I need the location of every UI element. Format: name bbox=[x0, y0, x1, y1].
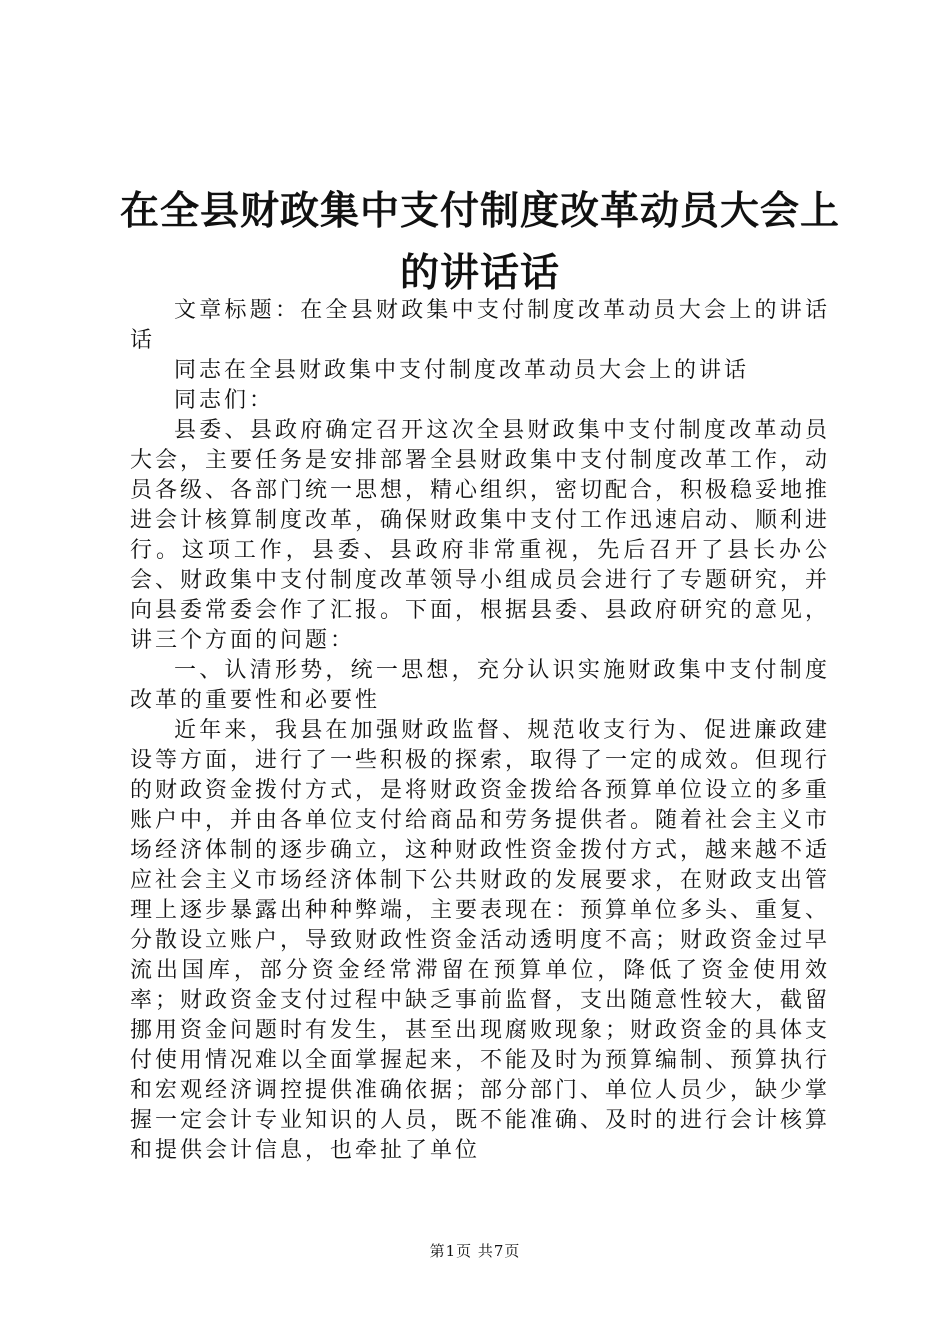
document-body bbox=[130, 296, 830, 1166]
paragraph-salutation: 同志们： bbox=[174, 388, 275, 413]
paragraph-introduction: 县委、县政府确定召开这次全县财政集中支付制度改革动员大会，主要任务是安排部署全县财政集中支付制度改革工作，动员各级、各部门统一思想，精心组织，密切配合，积极稳妥地推进会计核算制度改革，确保财政集中支付工作迅速启动、顺利进行。这项工作，县委、县政府非常重视，先后召开了县长办公会、财政集中支付制度改革领导小组成员会进行了专题研究，并向县委常委会作了汇报。下面，根据县委、县政府研究的意见，讲三个方面的问题： bbox=[130, 418, 831, 653]
page-number-footer: 第1页 共7页 bbox=[429, 1242, 521, 1260]
paragraph-speech-heading: 同志在全县财政集中支付制度改革动员大会上的讲话 bbox=[174, 358, 750, 383]
document-title: 在全县财政集中支付制度改革动员大会上的讲话话 bbox=[119, 188, 840, 296]
section-heading-one: 一、认清形势，统一思想，充分认识实施财政集中支付制度改革的重要性和必要性 bbox=[130, 658, 830, 713]
paragraph-article-title: 文章标题：在全县财政集中支付制度改革动员大会上的讲话话 bbox=[130, 298, 830, 353]
paragraph-background: 近年来，我县在加强财政监督、规范收支行为、促进廉政建设等方面，进行了一些积极的探索，取得了一定的成效。但现行的财政资金拨付方式，是将财政资金拨给各预算单位设立的多重账户中，并由各单位支付给商品和劳务提供者。随着社会主义市场经济体制的逐步确立，这种财政性资金拨付方式，越来越不适应社会主义市场经济体制下公共财政的发展要求，在财政支出管理上逐步暴露出种种弊端，主要表现在：预算单位多头、重复、分散设立账户，导致财政性资金活动透明度不高；财政资金过早流出国库，部分资金经常滞留在预算单位，降低了资金使用效率；财政资金支付过程中缺乏事前监督，支出随意性较大，截留挪用资金问题时有发生，甚至出现腐败现象；财政资金的具体支付使用情况难以全面掌握起来，不能及时为预算编制、预算执行和宏观经济调控提供准确依据；部分部门、单位人员少，缺少掌握一定会计专业知识的人员，既不能准确、及时的进行会计核算和提供会计信息，也牵扯了单位 bbox=[130, 718, 831, 1163]
